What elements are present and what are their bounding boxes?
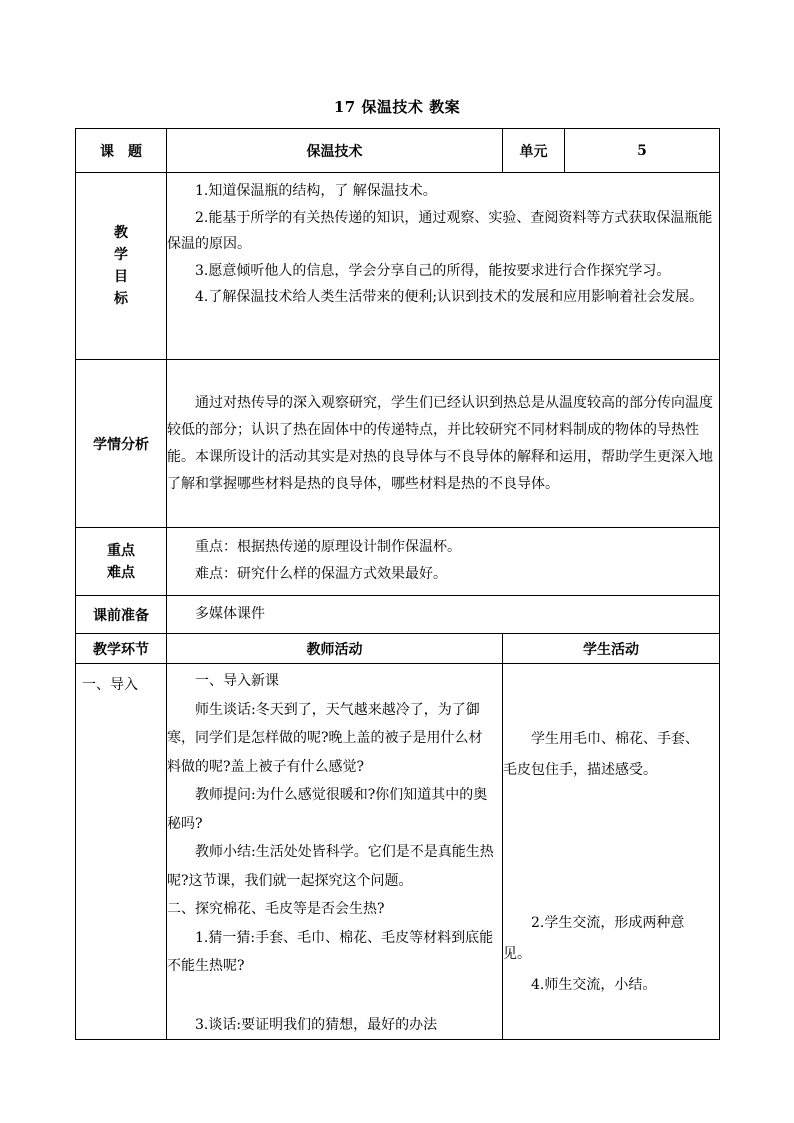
teacher-line: 教师提问:为什么感觉很暖和?你们知道其中的奥秘吗? (167, 787, 488, 832)
preparation-content (167, 596, 720, 634)
preparation-label: 课前准备 (76, 596, 167, 634)
intro-teacher-activity (167, 664, 503, 1040)
lesson-value: 保温技术 (167, 129, 503, 173)
student-line: 学生用毛巾、棉花、手套、毛皮包住手，描述感受。 (503, 731, 699, 778)
lesson-row (76, 129, 720, 173)
objectives-content (167, 173, 720, 360)
analysis-row (76, 360, 720, 528)
objectives-label-char: 目 (114, 269, 128, 285)
teacher-line: 1.猜一猜:手套、毛巾、棉花、毛皮等材料到底能不能生热呢? (167, 929, 494, 974)
teacher-line: 一、导入新课 (195, 673, 279, 689)
teacher-header: 教师活动 (167, 634, 503, 664)
student-line: 2.学生交流，形成两种意见。 (503, 915, 685, 962)
intro-row (76, 664, 720, 1040)
objective-item: 3.愿意倾听他人的信息，学会分享自己的所得，能按要求进行合作探究学习。 (195, 262, 671, 279)
difficulty-label: 难点 (107, 564, 135, 581)
key-label: 重点 (107, 542, 135, 559)
objectives-label-char: 学 (114, 247, 128, 263)
objectives-row (76, 173, 720, 360)
intro-stage: 一、导入 (76, 664, 167, 1040)
student-line: 4.师生交流，小结。 (531, 977, 657, 993)
key-points-row (76, 528, 720, 596)
objectives-label-char: 教 (114, 225, 128, 241)
unit-value: 5 (565, 129, 720, 173)
teacher-line: 师生谈话:冬天到了，天气越来越冷了，为了御寒，同学们是怎样做的呢?晚上盖的被子是用什么材料做的呢?盖上被子有什么感觉? (167, 701, 483, 775)
objective-item: 2.能基于所学的有关热传递的知识，通过观察、实验、查阅资料等方式获取保温瓶能保温的原因。 (167, 209, 713, 252)
objectives-label (76, 173, 167, 360)
objective-item: 1.知道保温瓶的结构，了 解保温技术。 (195, 183, 437, 199)
analysis-text: 通过对热传导的深入观察研究，学生们已经认识到热总是从温度较高的部分传向温度较低的部分；认识了热在固体中的传递特点，并比较研究不同材料制成的物体的导热性能。本课所设计的活动其实是对热的良导体与不良导体的解释和运用，帮助学生更深入地了解和掌握哪些材料是热的良导体，哪些材料是热的不良导体。 (167, 394, 713, 492)
key-point-text: 重点：根据热传递的原理设计制作保温杯。 (195, 539, 461, 555)
student-header: 学生活动 (503, 634, 720, 664)
analysis-label: 学情分析 (76, 360, 167, 528)
activity-header-row (76, 634, 720, 664)
lesson-label: 课 题 (76, 129, 167, 173)
preparation-row (76, 596, 720, 634)
teacher-line: 3.谈话:要证明我们的猜想，最好的办法 (195, 1016, 438, 1033)
analysis-content (167, 360, 720, 528)
page-title: 17 保温技术 教案 (333, 98, 461, 116)
objectives-label-char: 标 (114, 291, 128, 307)
preparation-text: 多媒体课件 (195, 606, 265, 623)
key-points-label (76, 528, 167, 596)
teacher-line: 教师小结:生活处处皆科学。它们是不是真能生热呢?这节课，我们就一起探究这个问题。 (167, 844, 494, 889)
lesson-plan-table (75, 128, 720, 1040)
stage-header: 教学环节 (76, 634, 167, 664)
intro-student-activity (503, 664, 720, 1040)
difficulty-text: 难点：研究什么样的保温方式效果最好。 (195, 565, 447, 582)
key-points-content (167, 528, 720, 596)
teacher-line: 二、探究棉花、毛皮等是否会生热? (167, 901, 385, 917)
unit-label: 单元 (503, 129, 565, 173)
objective-item: 4.了解保温技术给人类生活带来的便利;认识到技术的发展和应用影响着社会发展。 (195, 289, 704, 305)
